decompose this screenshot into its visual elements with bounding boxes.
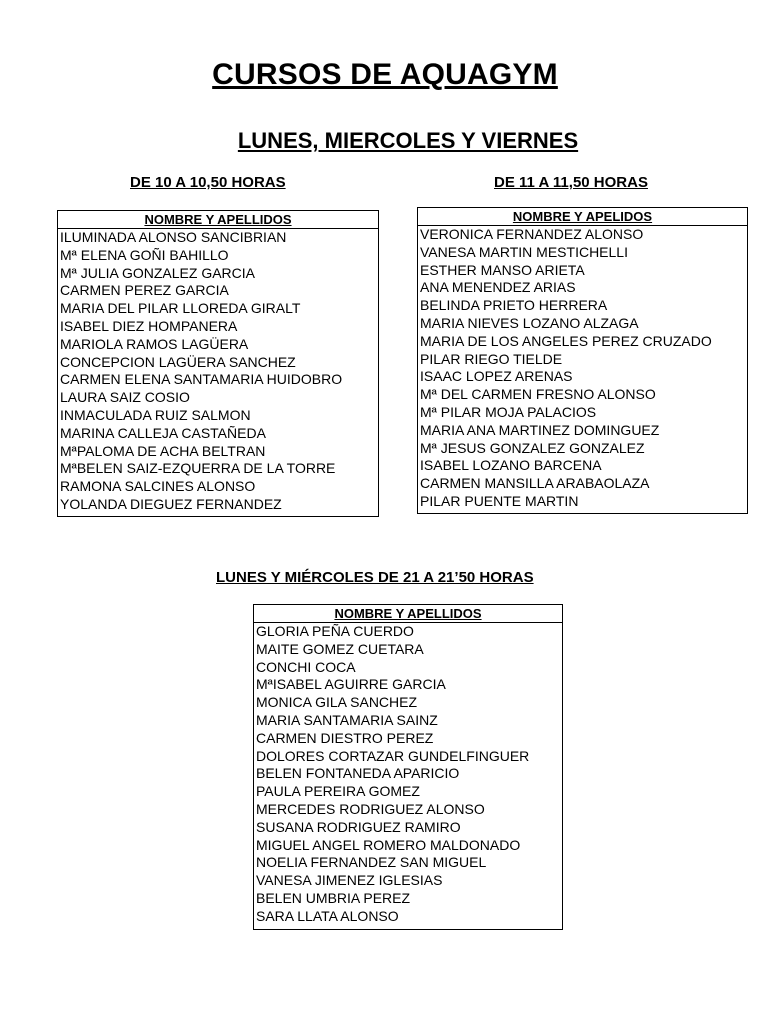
list-item: Mª JESUS GONZALEZ GONZALEZ [420, 439, 645, 456]
list-item: ANA MENENDEZ ARIAS [420, 279, 576, 296]
list-item: Mª ELENA GOÑI BAHILLO [60, 246, 229, 263]
list-item: ISABEL LOZANO BARCENA [420, 457, 602, 474]
list-item: MARIA ANA MARTINEZ DOMINGUEZ [420, 421, 660, 438]
list-item: ISABEL DIEZ HOMPANERA [60, 317, 238, 334]
list-item: BELEN UMBRIA PEREZ [256, 889, 411, 906]
list-item: YOLANDA DIEGUEZ FERNANDEZ [60, 495, 282, 512]
list-item: GLORIA PEÑA CUERDO [256, 623, 414, 639]
list-item: MªISABEL AGUIRRE GARCIA [256, 676, 446, 693]
list-item: CARMEN DIESTRO PEREZ [256, 729, 434, 746]
list-item: MARIOLA RAMOS LAGÜERA [60, 335, 249, 352]
list-item: ILUMINADA ALONSO SANCIBRIAN [60, 229, 287, 245]
list-item: DOLORES CORTAZAR GUNDELFINGUER [256, 747, 530, 764]
list-item: MARIA NIEVES LOZANO ALZAGA [420, 314, 639, 331]
list-item: PILAR PUENTE MARTIN [420, 492, 579, 509]
list-item: BELEN FONTANEDA APARICIO [256, 765, 460, 782]
list-item: CARMEN ELENA SANTAMARIA HUIDOBRO [60, 371, 343, 388]
list-item: NOELIA FERNANDEZ SAN MIGUEL [256, 854, 487, 871]
list-item: Mª DEL CARMEN FRESNO ALONSO [420, 386, 656, 403]
list-item: PILAR RIEGO TIELDE [420, 350, 563, 367]
list-item: MIGUEL ANGEL ROMERO MALDONADO [256, 836, 521, 853]
list-item: MARIA DE LOS ANGELES PEREZ CRUZADO [420, 332, 712, 349]
list-item: CARMEN PEREZ GARCIA [60, 282, 229, 299]
list-item: MªPALOMA DE ACHA BELTRAN [60, 442, 266, 459]
list-item: CARMEN MANSILLA ARABAOLAZA [420, 475, 650, 492]
list-item: ISAAC LOPEZ ARENAS [420, 368, 573, 385]
list-item: Mª PILAR MOJA PALACIOS [420, 403, 597, 420]
list-item: MAITE GOMEZ CUETARA [256, 640, 424, 657]
column-header: NOMBRE Y APELIDOS [418, 208, 747, 226]
name-list [254, 623, 562, 926]
list-item: MONICA GILA SANCHEZ [256, 694, 418, 711]
list-item: BELINDA PRIETO HERRERA [420, 297, 608, 314]
name-list [418, 226, 747, 511]
list-item: LAURA SAIZ COSIO [60, 389, 190, 406]
column-header: NOMBRE Y APELLIDOS [58, 211, 378, 229]
roster-table-morning-10 [57, 210, 379, 517]
roster-table-evening-21 [253, 604, 563, 930]
section-heading-morning-11: DE 11 A 11,50 HORAS [494, 174, 648, 191]
list-item: INMACULADA RUIZ SALMON [60, 406, 251, 423]
list-item: PAULA PEREIRA GOMEZ [256, 783, 420, 800]
list-item: VANESA MARTIN MESTICHELLI [420, 243, 628, 260]
list-item: MARIA DEL PILAR LLOREDA GIRALT [60, 300, 301, 317]
column-header: NOMBRE Y APELLIDOS [254, 605, 562, 623]
page-title: CURSOS DE AQUAGYM [212, 58, 558, 91]
list-item: MARINA CALLEJA CASTAÑEDA [60, 424, 266, 441]
list-item: CONCHI COCA [256, 658, 356, 675]
list-item: Mª JULIA GONZALEZ GARCIA [60, 264, 255, 281]
name-list [58, 229, 378, 514]
section-heading-morning-10: DE 10 A 10,50 HORAS [130, 174, 286, 191]
roster-table-morning-11 [417, 207, 748, 514]
list-item: MARIA SANTAMARIA SAINZ [256, 711, 438, 728]
list-item: SARA LLATA ALONSO [256, 907, 399, 924]
list-item: SUSANA RODRIGUEZ RAMIRO [256, 818, 461, 835]
schedule-subtitle: LUNES, MIERCOLES Y VIERNES [237, 128, 579, 153]
list-item: CONCEPCION LAGÜERA SANCHEZ [60, 353, 296, 370]
list-item: MERCEDES RODRIGUEZ ALONSO [256, 800, 485, 817]
list-item: MªBELEN SAIZ-EZQUERRA DE LA TORRE [60, 460, 336, 477]
section-heading-evening-21: LUNES Y MIÉRCOLES DE 21 A 21’50 HORAS [216, 569, 534, 586]
list-item: VERONICA FERNANDEZ ALONSO [420, 226, 644, 242]
list-item: VANESA JIMENEZ IGLESIAS [256, 872, 443, 889]
list-item: ESTHER MANSO ARIETA [420, 261, 585, 278]
list-item: RAMONA SALCINES ALONSO [60, 478, 256, 495]
